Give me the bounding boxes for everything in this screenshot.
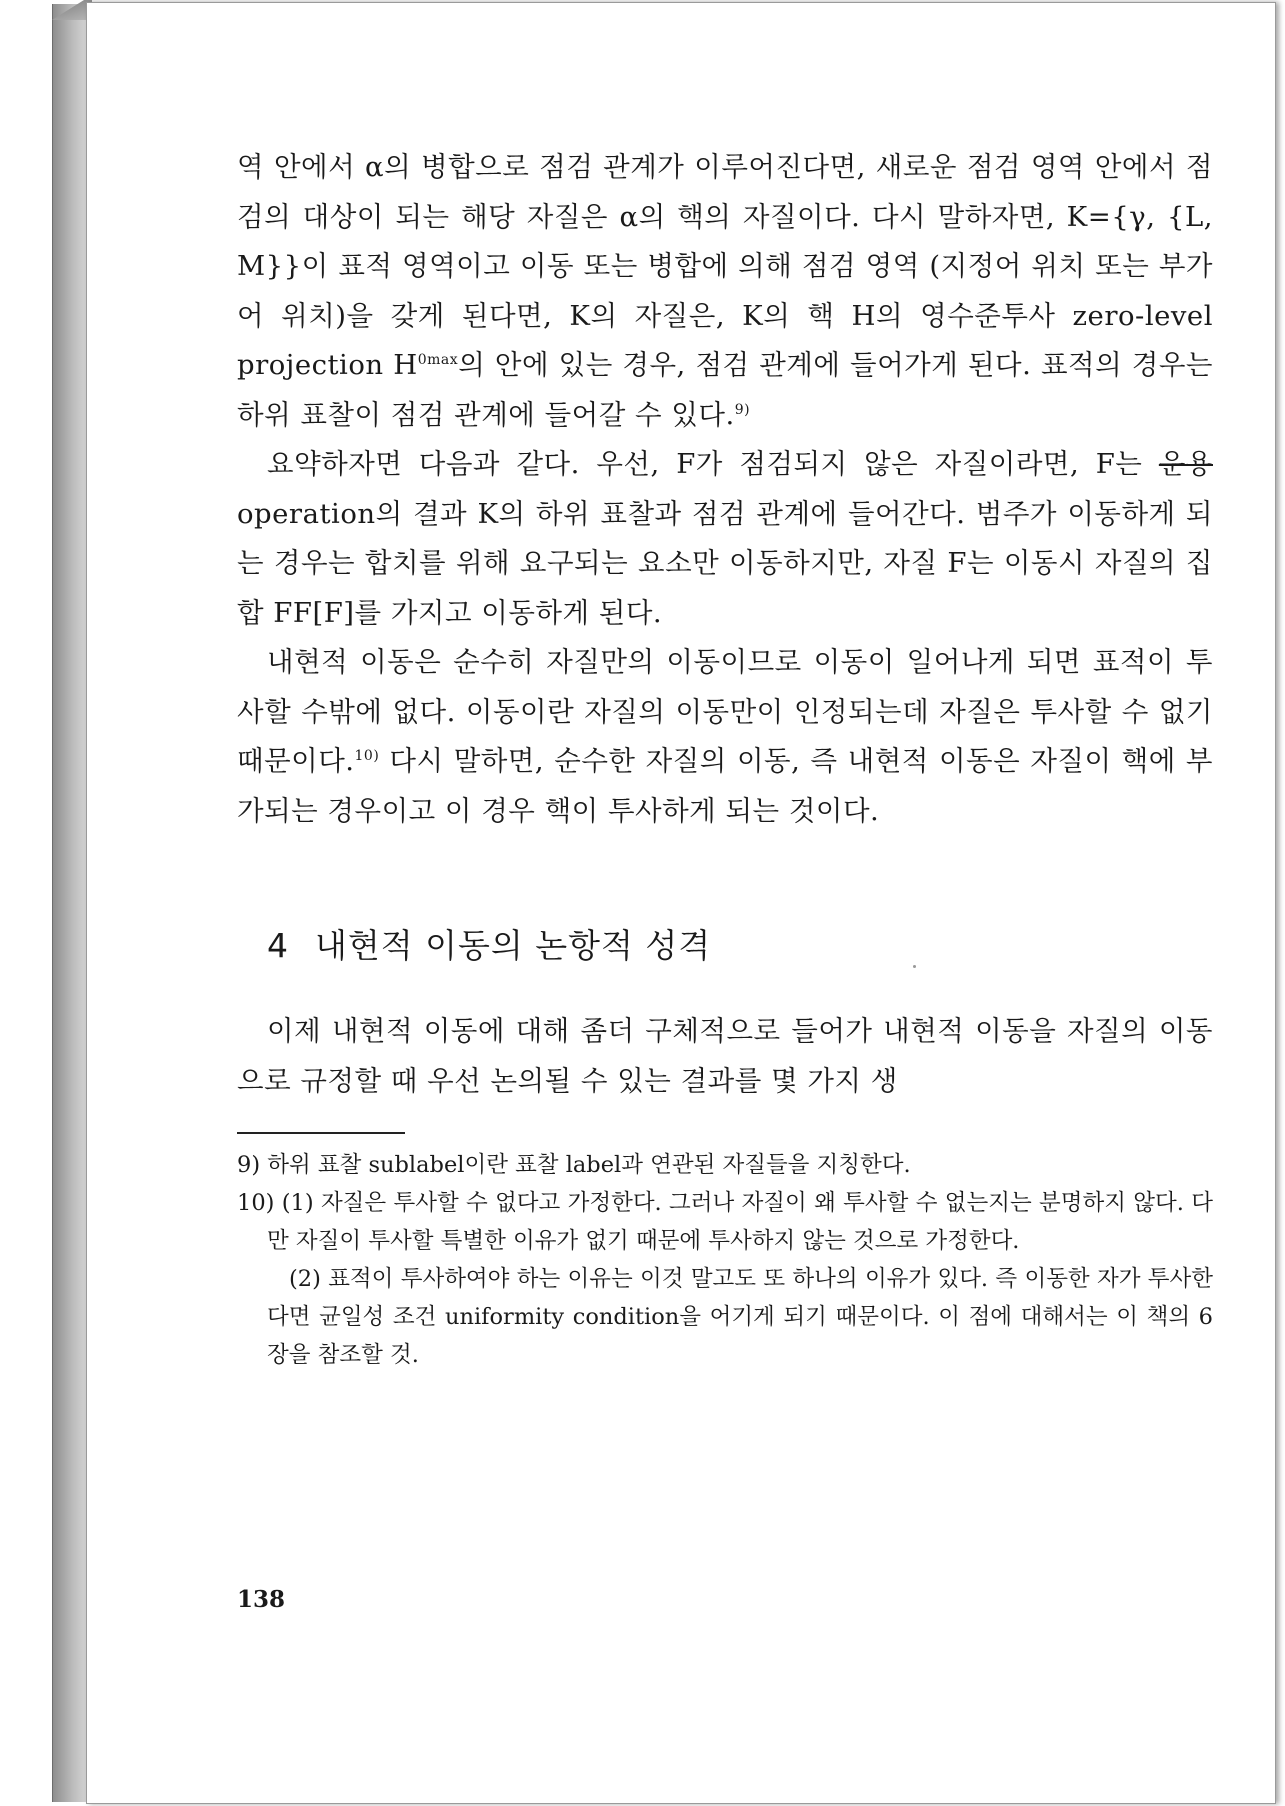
paragraph-text: 내현적 이동은 순수히 자질만의 이동이므로 이동이 일어나게 되면 표적이 투사할 수밖에 없다. 이동이란 자질의 이동만이 인정되는데 자질은 투사할 수 없기 때문이다.: [237, 646, 1213, 777]
paragraph-text: operation의 결과 K의 하위 표찰과 점검 관계에 들어간다. 범주가 이동하게 되는 경우는 합치를 위해 요구되는 요소만 이동하지만, 자질 F는 이동시 자질의 집합 FF[F]를 가지고 이동하게 된다.: [237, 497, 1213, 629]
footnote-10-part-1: 10) (1) 자질은 투사할 수 없다고 가정한다. 그러나 자질이 왜 투사할 수 없는지는 분명하지 않다. 다만 자질이 투사할 특별한 이유가 없기 때문에 투사하지 않는 것으로 가정한다.: [237, 1190, 1213, 1254]
footnote-rule: [237, 1132, 405, 1134]
page-content: [237, 143, 1213, 1374]
paragraph-text: 다시 말하면, 순수한 자질의 이동, 즉 내현적 이동은 자질이 핵에 부가되는 경우이고 이 경우 핵이 투사하게 되는 것이다.: [237, 745, 1213, 827]
paragraph-1: [237, 143, 1213, 440]
footnote-10-part-2: (2) 표적이 투사하여야 하는 이유는 이것 말고도 또 하나의 이유가 있다. 즉 이동한 자가 투사한다면 균일성 조건 uniformity condition을 어기게 되기 때문이다. 이 점에 대해서는 이 책의 6장을 참조할 것.: [267, 1266, 1213, 1368]
section-title: 내현적 이동의 논항적 성격: [315, 926, 712, 965]
paragraph-4: 이제 내현적 이동에 대해 좀더 구체적으로 들어가 내현적 이동을 자질의 이동으로 규정할 때 우선 논의될 수 있는 결과를 몇 가지 생: [237, 1015, 1213, 1097]
section-number: 4: [267, 926, 289, 965]
paragraph-2: [237, 440, 1213, 638]
paragraph-3: [237, 638, 1213, 836]
footnote-9: 9) 하위 표찰 sublabel이란 표찰 label과 연관된 자질들을 지칭한다.: [237, 1152, 911, 1178]
paragraph-text: 요약하자면 다음과 같다. 우선, F가 점검되지 않은 자질이라면, F는: [267, 448, 1159, 480]
page-number: 138: [237, 1586, 286, 1613]
struck-term: 운용: [1158, 448, 1213, 480]
section-heading: [237, 920, 1213, 967]
paragraph-text: 의 안에 있는 경우, 점검 관계에 들어가게 된다. 표적의 경우는 하위 표찰이 점검 관계에 들어갈 수 있다.: [237, 349, 1213, 431]
paragraph-text: 역 안에서 α의 병합으로 점검 관계가 이루어진다면, 새로운 점검 영역 안에서 점검의 대상이 되는 해당 자질은 α의 핵의 자질이다. 다시 말하자면, K={γ, {L, M}}이 표적 영역이고 이동 또는 병합에 의해 점검 영역 (지정어 위치 또는 부가어 위치)을 갖게 된다면, K의 자질은, K의 핵 H의 영수준투사 zero-level projection H: [237, 151, 1213, 381]
book-page: [86, 2, 1276, 1804]
footnote-ref: 9): [734, 401, 751, 418]
footnote-ref: 10): [354, 747, 380, 764]
book-spine: [52, 4, 87, 1802]
footnote-ref: 0max: [417, 351, 459, 368]
scan-speck: [913, 965, 916, 968]
